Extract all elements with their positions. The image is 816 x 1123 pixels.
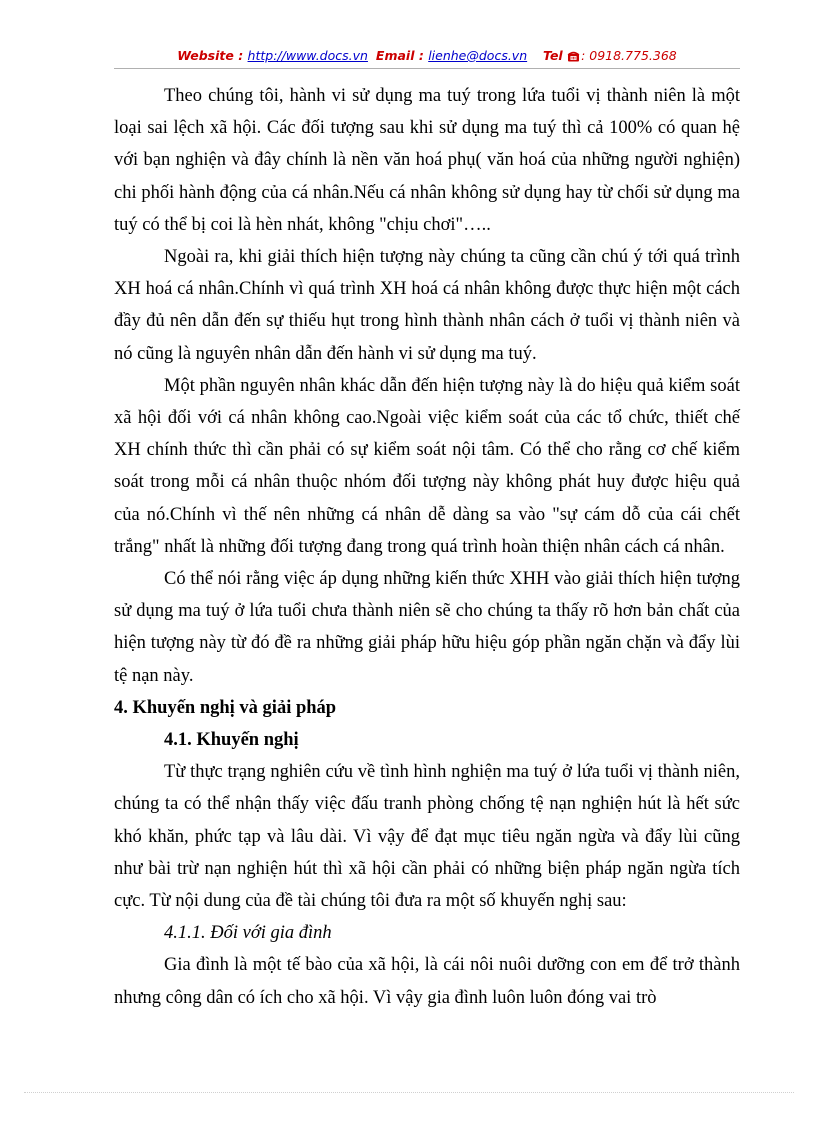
website-link[interactable]: http://www.docs.vn bbox=[247, 48, 368, 63]
website-label: Website : bbox=[177, 48, 248, 63]
email-label: Email : bbox=[375, 48, 429, 63]
paragraph-3: Một phần nguyên nhân khác dẫn đến hiện tượng này là do hiệu quả kiểm soát xã hội đối với cá nhân không cao.Ngoài việc kiểm soát của các tổ chức, thiết chế XH chính thức thì cần phải có sự kiểm soát nội tâm. Có thể cho rằng cơ chế kiểm soát trong mỗi cá nhân thuộc nhóm đối tượng này không phát huy được hiệu quả của nó.Chính vì thế nên những cá nhân dễ dàng sa vào "sự cám dỗ của cái chết trắng" nhất là những đối tượng đang trong quá trình hoàn thiện nhân cách cá nhân. bbox=[114, 375, 740, 557]
paragraph-4: Có thể nói rằng việc áp dụng những kiến thức XHH vào giải thích hiện tượng sử dụng ma tuý ở lứa tuổi chưa thành niên sẽ cho chúng ta thấy rõ hơn bản chất của hiện tượng này từ đó đề ra những giải pháp hữu hiệu góp phần ngăn chặn và đẩy lùi tệ nạn này. bbox=[114, 569, 740, 686]
document-body bbox=[114, 80, 740, 1014]
paragraph-6: Gia đình là một tế bào của xã hội, là cái nôi nuôi dưỡng con em để trở thành nhưng công dân có ích cho xã hội. Vì vậy gia đình luôn luôn đóng vai trò bbox=[114, 955, 740, 1008]
email-link[interactable]: lienhe@docs.vn bbox=[428, 48, 528, 63]
section-heading-4: 4. Khuyến nghị và giải pháp bbox=[114, 697, 337, 718]
tel-label: Tel bbox=[543, 48, 568, 63]
paragraph-1: Theo chúng tôi, hành vi sử dụng ma tuý trong lứa tuổi vị thành niên là một loại sai lệch xã hội. Các đối tượng sau khi sử dụng ma tuý thì cả 100% có quan hệ với bạn nghiện và đây chính là nền văn hoá phụ( văn hoá của những người nghiện) chi phối hành động của cá nhân.Nếu cá nhân không sử dụng hay từ chối sử dụng ma tuý có thể bị coi là hèn nhát, không "chịu chơi"….. bbox=[114, 86, 740, 235]
footer-divider bbox=[24, 1092, 794, 1093]
paragraph-2: Ngoài ra, khi giải thích hiện tượng này chúng ta cũng cần chú ý tới quá trình XH hoá cá nhân.Chính vì quá trình XH hoá cá nhân không được thực hiện một cách đầy đủ nên dẫn đến sự thiếu hụt trong hình thành nhân cách ở tuổi vị thành niên và nó cũng là nguyên nhân dẫn đến hành vi sử dụng ma tuý. bbox=[114, 247, 740, 364]
paragraph-5: Từ thực trạng nghiên cứu về tình hình nghiện ma tuý ở lứa tuổi vị thành niên, chúng ta có thể nhận thấy việc đấu tranh phòng chống tệ nạn nghiện hút là hết sức khó khăn, phức tạp và lâu dài. Vì vậy để đạt mục tiêu ngăn ngừa và đẩy lùi cũng như bài trừ nạn nghiện hút thì xã hội cần phải có những biện pháp ngăn ngừa tích cực. Từ nội dung của đề tài chúng tôi đưa ra một số khuyến nghị sau: bbox=[114, 762, 740, 912]
header-divider bbox=[114, 68, 740, 69]
phone-icon bbox=[567, 47, 580, 69]
page-header bbox=[114, 45, 740, 67]
section-heading-4-1: 4.1. Khuyến nghị bbox=[164, 730, 299, 751]
tel-number: : 0918.775.368 bbox=[581, 48, 677, 63]
section-heading-4-1-1: 4.1.1. Đối với gia đình bbox=[164, 923, 332, 944]
